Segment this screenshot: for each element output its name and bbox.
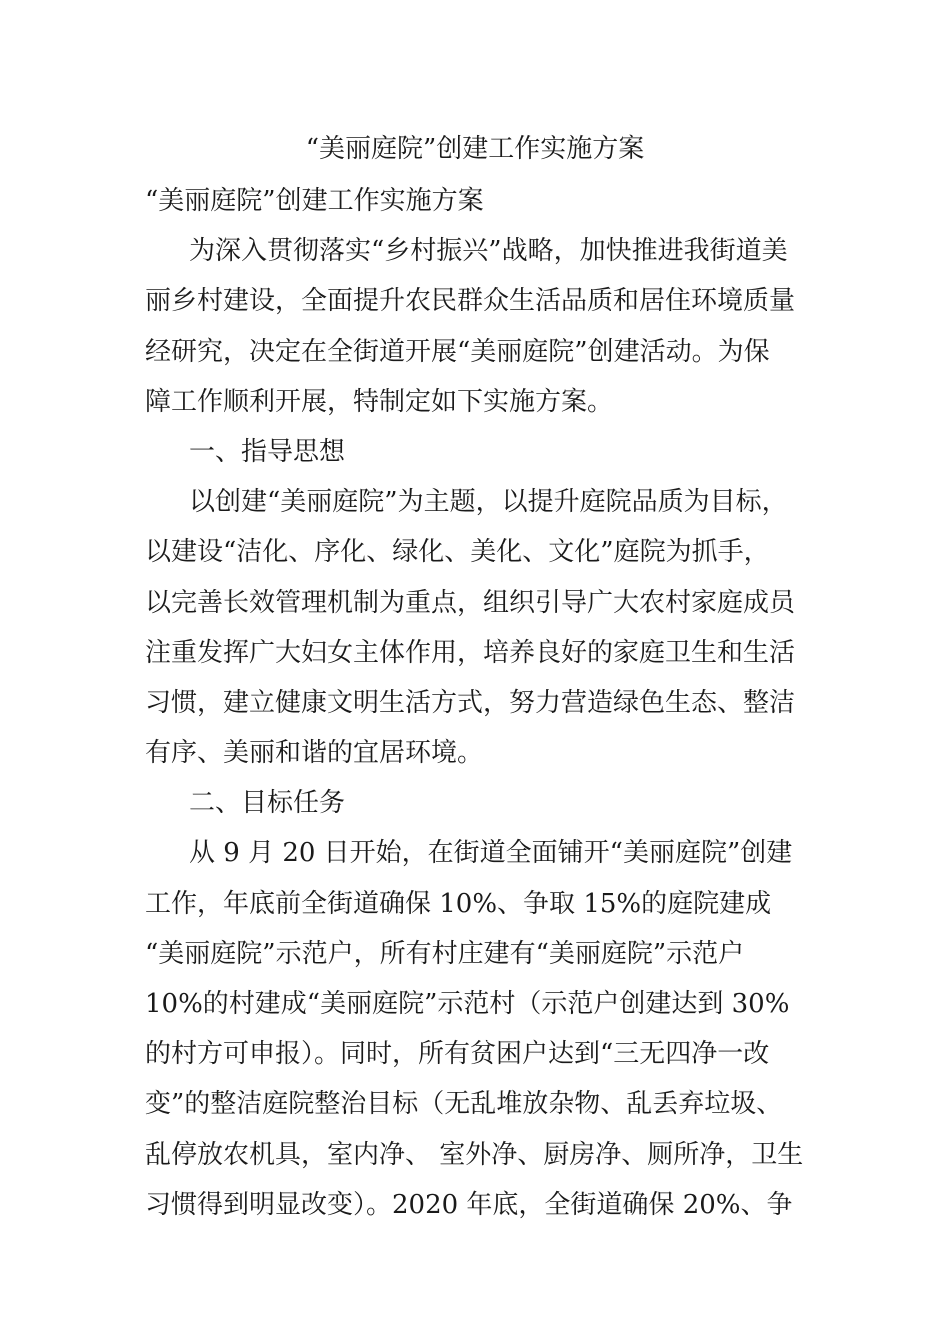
text-line: 注重发挥广大妇女主体作用，培养良好的家庭卫生和生活: [145, 637, 796, 668]
text-line: 的村方可申报）。同时，所有贫困户达到“三无四净一改: [145, 1039, 770, 1070]
text-line: 工作，年底前全街道确保 10%、争取 15%的庭院建成: [145, 888, 772, 919]
text-line: 有序、美丽和谐的宜居环境。: [145, 738, 484, 769]
section-heading: 一、指导思想: [189, 436, 346, 467]
text-line: 丽乡村建设，全面提升农民群众生活品质和居住环境质量: [145, 286, 796, 317]
text-line: 障工作顺利开展，特制定如下实施方案。: [145, 386, 614, 417]
text-line: 习惯得到明显改变）。2020 年底，全街道确保 20%、争: [145, 1189, 793, 1220]
text-line: 习惯，建立健康文明生活方式，努力营造绿色生态、整洁: [145, 687, 796, 718]
text-line: 为深入贯彻落实“乡村振兴”战略，加快推进我街道美: [189, 236, 788, 267]
text-line: 以建设“洁化、序化、绿化、美化、文化”庭院为抓手，: [145, 537, 770, 568]
section-heading: 二、目标任务: [189, 788, 346, 819]
text-line: “美丽庭院”创建工作实施方案: [145, 186, 484, 216]
text-line: 经研究，决定在全街道开展“美丽庭院”创建活动。为保: [145, 336, 770, 367]
document-title: “美丽庭院”创建工作实施方案: [305, 134, 645, 164]
text-line: 变”的整洁庭院整治目标（无乱堆放杂物、乱丢弃垃圾、: [145, 1089, 783, 1120]
document-body: [145, 176, 810, 1230]
text-line: 乱停放农机具，室内净、 室外净、厨房净、厕所净，卫生: [145, 1139, 804, 1170]
text-line: “美丽庭院”示范户，所有村庄建有“美丽庭院”示范户: [145, 938, 745, 969]
text-line: 以创建“美丽庭院”为主题，以提升庭院品质为目标，: [189, 487, 788, 518]
text-line: 以完善长效管理机制为重点，组织引导广大农村家庭成员: [145, 587, 796, 618]
text-line: 从 9 月 20 日开始，在街道全面铺开“美丽庭院”创建: [189, 838, 793, 869]
text-line: 10%的村建成“美丽庭院”示范村（示范户创建达到 30%: [145, 989, 790, 1019]
